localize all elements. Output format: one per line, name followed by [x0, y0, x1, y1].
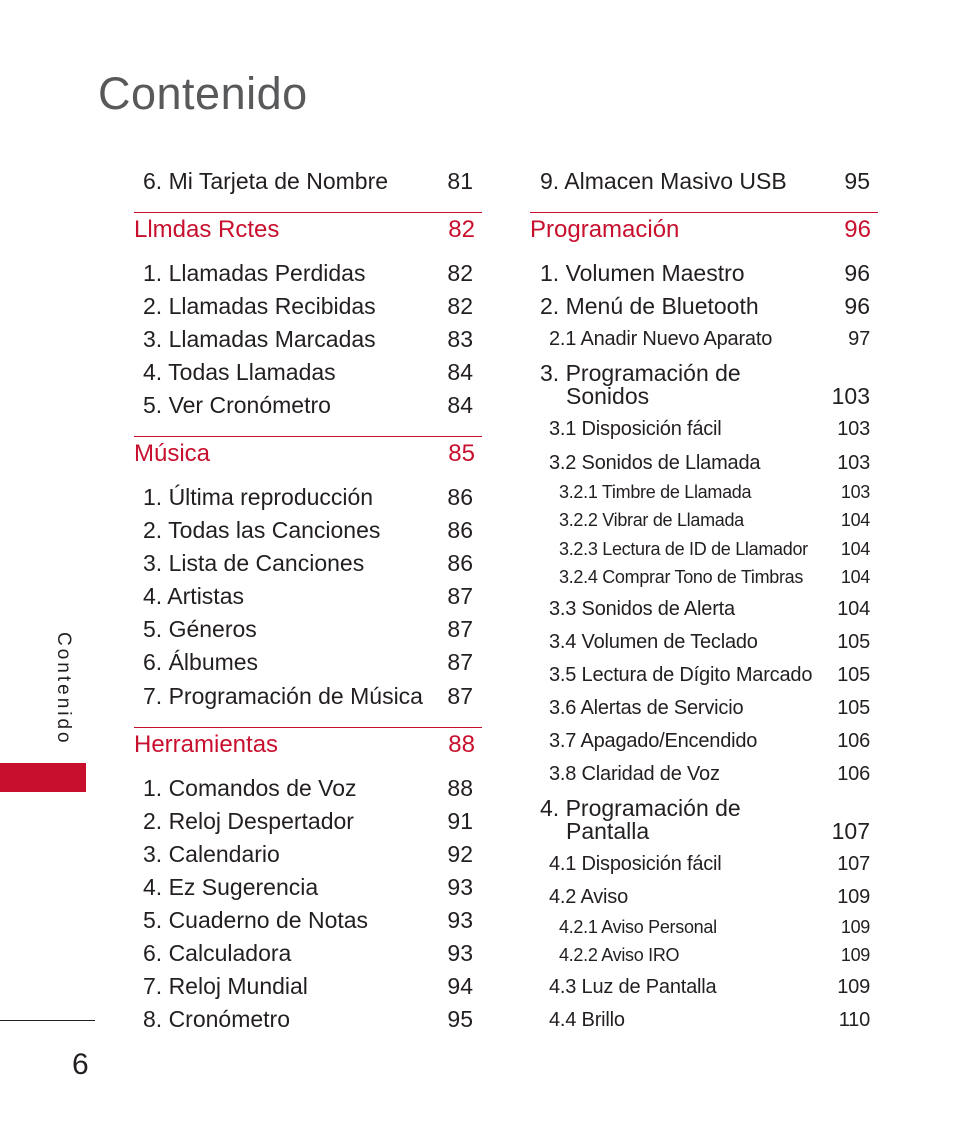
toc-item-label: Pantalla [566, 818, 650, 844]
side-tab-marker [0, 763, 86, 792]
toc-item-page: 93 [447, 907, 473, 933]
toc-item-page: 103 [831, 383, 870, 409]
toc-item-label: 3.3 Sonidos de Alerta [549, 598, 735, 620]
toc-item-page: 92 [447, 841, 473, 867]
toc-item-label: 2. Llamadas Recibidas [143, 293, 376, 319]
toc-subsubitem[interactable] [559, 945, 870, 966]
toc-subsubitem[interactable] [559, 510, 870, 531]
toc-item-page: 109 [840, 917, 870, 937]
toc-item[interactable] [540, 293, 870, 320]
toc-item[interactable] [143, 168, 473, 195]
toc-item-label: 3.1 Disposición fácil [549, 418, 722, 440]
toc-item-label: 3.8 Claridad de Voz [549, 763, 720, 785]
section-heading-llmdas-rctes[interactable] [134, 216, 475, 244]
toc-item[interactable] [143, 392, 473, 419]
toc-item-label: 5. Ver Cronómetro [143, 392, 331, 418]
toc-item[interactable] [540, 168, 870, 195]
toc-item-page: 81 [447, 168, 473, 194]
toc-item[interactable] [143, 649, 473, 676]
section-divider [530, 212, 878, 213]
toc-item-page: 88 [447, 775, 473, 801]
toc-item-label: 3. Calendario [143, 841, 280, 867]
footer-divider [0, 1020, 95, 1021]
section-divider [134, 727, 482, 728]
toc-subitem[interactable] [549, 730, 870, 753]
section-heading-label: Llmdas Rctes [134, 216, 280, 243]
toc-item-page: 109 [840, 945, 870, 965]
toc-item-label: 1. Comandos de Voz [143, 775, 357, 801]
toc-subitem[interactable] [549, 976, 870, 999]
toc-item-page: 82 [447, 260, 473, 286]
section-heading-programacion[interactable] [530, 216, 871, 244]
toc-item-page: 84 [447, 392, 473, 418]
toc-item-label: 5. Cuaderno de Notas [143, 907, 369, 933]
toc-item-label: 5. Géneros [143, 616, 257, 642]
toc-item-label: 3.2.3 Lectura de ID de Llamador [559, 539, 808, 559]
toc-item-page: 105 [837, 631, 870, 653]
toc-subitem[interactable] [549, 452, 870, 475]
toc-item-label: 4.4 Brillo [549, 1009, 625, 1031]
toc-item[interactable] [143, 808, 473, 835]
toc-subitem[interactable] [549, 598, 870, 621]
toc-item-page: 86 [447, 484, 473, 510]
toc-item-page: 91 [447, 808, 473, 834]
toc-item-label: 1. Volumen Maestro [540, 260, 745, 286]
toc-item-page: 86 [447, 550, 473, 576]
toc-item-page: 96 [844, 260, 870, 286]
toc-item-label: 4.2.1 Aviso Personal [559, 917, 717, 937]
toc-item-page: 93 [447, 874, 473, 900]
toc-item-page: 96 [844, 293, 870, 319]
toc-item-label: 3. Llamadas Marcadas [143, 326, 376, 352]
toc-item-label: 7. Programación de Música [143, 683, 423, 709]
toc-item[interactable] [143, 775, 473, 802]
toc-item-label: 4.3 Luz de Pantalla [549, 976, 717, 998]
toc-item-page: 104 [840, 510, 870, 530]
toc-item-page: 95 [844, 168, 870, 194]
section-heading-label: Herramientas [134, 731, 279, 758]
toc-item-page: 107 [831, 818, 870, 844]
page-number: 6 [72, 1048, 89, 1081]
toc-item-label: 4. Ez Sugerencia [143, 874, 319, 900]
toc-item[interactable] [143, 940, 473, 967]
toc-item-page: 103 [837, 418, 870, 440]
toc-item-label: 7. Reloj Mundial [143, 973, 308, 999]
toc-item[interactable] [143, 484, 473, 511]
toc-item-page: 109 [837, 976, 870, 998]
toc-subsubitem[interactable] [559, 567, 870, 588]
toc-item[interactable] [143, 1006, 473, 1033]
toc-item-label: 2. Todas las Canciones [143, 517, 381, 543]
toc-item-label: 3. Lista de Canciones [143, 550, 365, 576]
section-divider [134, 212, 482, 213]
toc-item-page: 97 [848, 328, 870, 350]
toc-item-label: 3.2.2 Vibrar de Llamada [559, 510, 744, 530]
toc-item-page: 105 [837, 697, 870, 719]
toc-subitem[interactable] [549, 763, 870, 786]
toc-item-label: 9. Almacen Masivo USB [540, 168, 787, 194]
toc-item-page: 104 [837, 598, 870, 620]
section-divider [134, 436, 482, 437]
toc-subsubitem[interactable] [559, 539, 870, 560]
toc-item-label: 4.2 Aviso [549, 886, 629, 908]
toc-item-label: 1. Llamadas Perdidas [143, 260, 366, 286]
toc-subsubitem[interactable] [559, 482, 870, 503]
toc-item-label: 4. Todas Llamadas [143, 359, 336, 385]
section-heading-musica[interactable] [134, 440, 475, 468]
toc-item[interactable] [143, 583, 473, 610]
toc-subitem[interactable] [549, 631, 870, 654]
side-tab-label: Contenido [53, 632, 74, 746]
section-heading-page: 82 [448, 216, 475, 243]
toc-item-page: 87 [447, 616, 473, 642]
toc-item-multiline-label: 4. Programación de [540, 795, 741, 821]
toc-item[interactable] [566, 383, 870, 410]
toc-item-page: 106 [837, 763, 870, 785]
toc-item-label: 2. Reloj Despertador [143, 808, 354, 834]
toc-subsubitem[interactable] [559, 917, 870, 938]
toc-item[interactable] [143, 683, 473, 710]
toc-item-page: 104 [840, 539, 870, 559]
toc-item[interactable] [143, 616, 473, 643]
toc-item-label: 3.5 Lectura de Dígito Marcado [549, 664, 813, 686]
toc-item[interactable] [143, 550, 473, 577]
toc-item-label: 8. Cronómetro [143, 1006, 291, 1032]
toc-subitem[interactable] [549, 1009, 870, 1032]
section-heading-page: 96 [844, 216, 871, 243]
toc-item-label: 2.1 Anadir Nuevo Aparato [549, 328, 773, 350]
toc-item-label: 4.1 Disposición fácil [549, 853, 722, 875]
toc-item-page: 87 [447, 649, 473, 675]
toc-item-page: 107 [837, 853, 870, 875]
toc-item[interactable] [143, 517, 473, 544]
toc-item-page: 105 [837, 664, 870, 686]
toc-item[interactable] [143, 359, 473, 386]
toc-item-label: 3.2.1 Timbre de Llamada [559, 482, 752, 502]
toc-item-page: 110 [838, 1009, 870, 1031]
toc-item-page: 95 [447, 1006, 473, 1032]
toc-item[interactable] [143, 973, 473, 1000]
toc-subitem[interactable] [549, 886, 870, 909]
section-heading-label: Programación [530, 216, 680, 243]
toc-item[interactable] [143, 841, 473, 868]
toc-item-label: 3.4 Volumen de Teclado [549, 631, 758, 653]
toc-subitem[interactable] [549, 664, 870, 687]
toc-item-page: 87 [447, 583, 473, 609]
toc-item-label: Sonidos [566, 383, 650, 409]
toc-subitem[interactable] [549, 418, 870, 441]
toc-item-page: 93 [447, 940, 473, 966]
toc-subitem[interactable] [549, 697, 870, 720]
toc-item[interactable] [143, 293, 473, 320]
toc-item-page: 103 [840, 482, 870, 502]
toc-item-page: 82 [447, 293, 473, 319]
toc-item-label: 6. Calculadora [143, 940, 292, 966]
toc-item-page: 83 [447, 326, 473, 352]
toc-subitem[interactable] [549, 328, 870, 351]
section-heading-label: Música [134, 440, 211, 467]
toc-item[interactable] [143, 907, 473, 934]
toc-item[interactable] [143, 874, 473, 901]
toc-item-label: 3.7 Apagado/Encendido [549, 730, 758, 752]
toc-item-page: 104 [840, 567, 870, 587]
toc-item[interactable] [143, 326, 473, 353]
toc-item[interactable] [143, 260, 473, 287]
toc-item-page: 87 [447, 683, 473, 709]
toc-item-page: 109 [837, 886, 870, 908]
toc-item-label: 6. Mi Tarjeta de Nombre [143, 168, 389, 194]
section-heading-page: 88 [448, 731, 475, 758]
toc-item-page: 84 [447, 359, 473, 385]
toc-subitem[interactable] [549, 853, 870, 876]
toc-item-label: 2. Menú de Bluetooth [540, 293, 759, 319]
toc-item[interactable] [540, 260, 870, 287]
toc-item-label: 1. Última reproducción [143, 484, 374, 510]
toc-item-label: 4.2.2 Aviso IRO [559, 945, 680, 965]
toc-item-multiline-label: 3. Programación de [540, 360, 741, 386]
toc-item[interactable] [566, 818, 870, 845]
toc-item-label: 3.2.4 Comprar Tono de Timbras [559, 567, 804, 587]
toc-item-page: 94 [447, 973, 473, 999]
toc-item-page: 86 [447, 517, 473, 543]
toc-item-label: 6. Álbumes [143, 649, 259, 675]
toc-item-page: 103 [837, 452, 870, 474]
toc-item-page: 106 [837, 730, 870, 752]
section-heading-herramientas[interactable] [134, 731, 475, 759]
toc-item-label: 4. Artistas [143, 583, 244, 609]
page-title: Contenido [98, 68, 308, 119]
toc-item-label: 3.2 Sonidos de Llamada [549, 452, 761, 474]
section-heading-page: 85 [448, 440, 475, 467]
toc-item-label: 3.6 Alertas de Servicio [549, 697, 744, 719]
